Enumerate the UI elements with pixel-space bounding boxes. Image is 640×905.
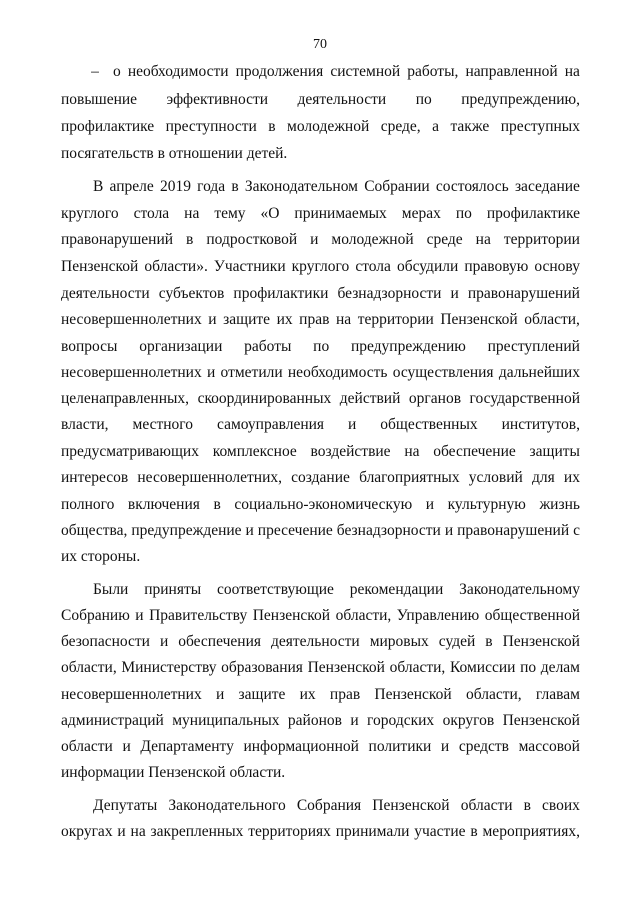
word: территории xyxy=(503,231,580,248)
word: по xyxy=(520,659,537,676)
word: работы, xyxy=(407,63,459,80)
word: судей xyxy=(438,633,476,650)
word: безнадзорности xyxy=(336,522,441,539)
word: и xyxy=(215,686,225,703)
word: области xyxy=(61,738,113,755)
word: в xyxy=(268,118,276,135)
word: и xyxy=(206,364,216,381)
word: и xyxy=(350,712,359,729)
paragraph-1-line xyxy=(61,438,580,465)
word: преступлений xyxy=(487,338,580,355)
word: Департаменту xyxy=(140,738,234,755)
word: направленной xyxy=(465,63,558,80)
word: Были xyxy=(93,581,129,598)
word: деятельности xyxy=(297,91,387,108)
word: работы xyxy=(244,338,292,355)
paragraph-1-line xyxy=(61,491,580,518)
word: защиты xyxy=(529,443,580,460)
word: предупреждению, xyxy=(461,91,580,108)
word: преступности xyxy=(165,118,257,135)
word: круглого xyxy=(61,205,119,222)
word: области, xyxy=(465,686,522,703)
word: их xyxy=(299,686,316,703)
list-bullet-dash: – xyxy=(91,63,99,80)
word: стола xyxy=(355,258,391,275)
word: продолжения xyxy=(235,63,324,80)
word: правонарушений xyxy=(61,231,174,248)
word: общественной xyxy=(484,607,580,624)
word: повышение xyxy=(61,91,138,108)
word: предусматривающих xyxy=(61,443,199,460)
word: образования xyxy=(221,659,303,676)
word: и xyxy=(245,522,254,539)
word: заседание xyxy=(514,178,580,195)
word: и xyxy=(310,231,319,248)
word: защите xyxy=(238,686,286,703)
word: Пензенской xyxy=(502,712,580,729)
paragraph-2-line xyxy=(61,628,580,655)
word: и xyxy=(117,823,126,840)
word: муниципальных xyxy=(172,712,280,729)
word: социально-экономическую xyxy=(234,496,413,513)
word: закрепленных xyxy=(150,823,244,840)
word: осуществления xyxy=(392,364,494,381)
word: Пензенской xyxy=(440,311,518,328)
word: в xyxy=(485,633,493,650)
word: главам xyxy=(535,686,580,703)
word: Пензенской xyxy=(307,659,385,676)
word: Собранию xyxy=(61,607,130,624)
word: соответствующие xyxy=(217,581,334,598)
word: о xyxy=(113,63,121,80)
word: отметили xyxy=(220,364,283,381)
word: правовую xyxy=(464,258,529,275)
word: организации xyxy=(139,338,223,355)
word: области, xyxy=(524,311,580,328)
paragraph-1-line xyxy=(61,333,580,360)
word: и xyxy=(159,633,169,650)
word: несовершеннолетних xyxy=(61,686,202,703)
bullet-line xyxy=(61,140,580,167)
paragraph-2-line xyxy=(61,654,580,681)
word: своих xyxy=(542,797,580,814)
paragraph-2-line xyxy=(61,681,580,708)
word: В xyxy=(93,178,104,195)
word: молодежной xyxy=(331,231,414,248)
word: органов xyxy=(408,390,462,407)
word: среде xyxy=(426,231,463,248)
word: Законодательному xyxy=(459,581,580,598)
word: и xyxy=(444,522,454,539)
word: по xyxy=(313,338,330,355)
paragraph-2-line xyxy=(61,733,580,760)
word: власти, xyxy=(61,416,109,433)
word: профилактике xyxy=(486,205,580,222)
word: посягательств в отношении детей. xyxy=(61,145,288,162)
word: принимаемых xyxy=(294,205,387,222)
word: Комиссии xyxy=(449,659,516,676)
word: системной xyxy=(330,63,401,80)
word: безопасности xyxy=(61,633,150,650)
word: по xyxy=(415,91,432,108)
paragraph-1-line xyxy=(61,253,580,280)
word: профилактики xyxy=(233,285,329,302)
word: пресечение xyxy=(257,522,333,539)
word: на xyxy=(475,231,491,248)
word: их xyxy=(276,311,293,328)
word: Пензенской xyxy=(374,686,452,703)
word: создание xyxy=(291,469,350,486)
word: основу xyxy=(534,258,580,275)
word: благоприятных xyxy=(359,469,460,486)
word: эффективности xyxy=(166,91,269,108)
word: районов xyxy=(287,712,342,729)
paragraph-2-line xyxy=(61,602,580,629)
word: предупреждение xyxy=(131,522,242,539)
word: в xyxy=(470,823,478,840)
word: обеспечение xyxy=(433,443,516,460)
word: полного xyxy=(61,496,115,513)
page-number: 70 xyxy=(313,37,327,52)
word: с xyxy=(573,522,580,539)
word: Министерству xyxy=(121,659,217,676)
word: мероприятиях, xyxy=(482,823,580,840)
word: их стороны. xyxy=(61,548,141,565)
word: условий xyxy=(468,469,523,486)
word: приняты xyxy=(144,581,202,598)
word: целенаправленных, xyxy=(61,390,190,407)
word: среде, xyxy=(380,118,421,135)
word: Участники xyxy=(213,258,286,275)
word: делам xyxy=(540,659,580,676)
word: круглого xyxy=(291,258,350,275)
word: года xyxy=(197,178,226,195)
paragraph-1-line xyxy=(61,464,580,491)
paragraph-1-line xyxy=(61,385,580,412)
word: защите xyxy=(223,311,271,328)
word: в xyxy=(186,231,194,248)
word: деятельности xyxy=(61,285,150,302)
word: Пензенской xyxy=(252,607,331,624)
word: по xyxy=(455,205,472,222)
word: на xyxy=(564,63,580,80)
word: правонарушений xyxy=(457,522,570,539)
word: и xyxy=(122,738,131,755)
word: на xyxy=(404,443,420,460)
word: их xyxy=(563,469,580,486)
word: жизнь xyxy=(539,496,580,513)
word: Пензенской xyxy=(372,797,450,814)
word: дальнейших xyxy=(498,364,580,381)
paragraph-1-line xyxy=(61,359,580,386)
word: политики xyxy=(368,738,432,755)
word: области xyxy=(460,797,513,814)
word: и xyxy=(440,738,450,755)
word: интересов xyxy=(61,469,129,486)
paragraph-3-line xyxy=(61,818,580,845)
word: местного xyxy=(132,416,194,433)
word: правонарушений xyxy=(467,285,580,302)
word: мерах xyxy=(401,205,441,222)
word: Депутаты xyxy=(93,797,158,814)
word: деятельности xyxy=(270,633,360,650)
word: и xyxy=(450,285,459,302)
word: преступных xyxy=(500,118,580,135)
word: территориях xyxy=(248,823,331,840)
word: и xyxy=(348,416,357,433)
word: Правительству xyxy=(149,607,248,624)
word: Пензенской xyxy=(61,258,139,275)
word: в xyxy=(213,496,221,513)
word: округах xyxy=(61,823,113,840)
word: Управлению xyxy=(396,607,480,624)
word: области, xyxy=(61,659,117,676)
word: несовершеннолетних xyxy=(61,311,202,328)
word: апреле xyxy=(109,178,154,195)
word: средств xyxy=(458,738,509,755)
word: вопросы xyxy=(61,338,118,355)
word: обсудили xyxy=(396,258,459,275)
bullet-line xyxy=(113,58,580,85)
word: и xyxy=(208,311,217,328)
word: для xyxy=(531,469,555,486)
word: общественных xyxy=(380,416,478,433)
word: принимали xyxy=(335,823,410,840)
word: общества, xyxy=(61,522,128,539)
word: скоординированных xyxy=(197,390,332,407)
word: молодежной xyxy=(287,118,370,135)
word: необходимость xyxy=(287,364,388,381)
word: администраций xyxy=(61,712,164,729)
paragraph-1-line xyxy=(61,543,580,570)
word: массовой xyxy=(518,738,580,755)
word: мировых xyxy=(369,633,429,650)
word: городских xyxy=(367,712,435,729)
word: включения xyxy=(127,496,200,513)
word: необходимости xyxy=(127,63,229,80)
word: стола xyxy=(133,205,170,222)
word: территории xyxy=(357,311,434,328)
paragraph-2-line xyxy=(61,707,580,734)
paragraph-1-line xyxy=(93,173,580,200)
word: обеспечения xyxy=(178,633,261,650)
word: государственной xyxy=(469,390,580,407)
word: прав xyxy=(329,686,361,703)
paragraph-3-line xyxy=(93,792,580,819)
word: подростковой xyxy=(206,231,298,248)
word: в xyxy=(523,797,531,814)
word: субъектов xyxy=(158,285,225,302)
word: и xyxy=(135,607,144,624)
bullet-line xyxy=(61,113,580,140)
word: на xyxy=(184,205,200,222)
bullet-line xyxy=(61,86,580,113)
word: Законодательного xyxy=(168,797,286,814)
word: на xyxy=(335,311,352,328)
word: в xyxy=(231,178,239,195)
word: комплексное xyxy=(212,443,297,460)
word: информационной xyxy=(243,738,359,755)
word: воздействие xyxy=(310,443,391,460)
word: информации Пензенской области. xyxy=(61,764,286,781)
paragraph-1-line xyxy=(61,280,580,307)
word: состоялось xyxy=(435,178,509,195)
word: культурную xyxy=(447,496,526,513)
word: тему xyxy=(214,205,246,222)
word: институтов, xyxy=(501,416,580,433)
paragraph-1-line xyxy=(61,517,580,544)
word: «О xyxy=(260,205,280,222)
paragraph-1-line xyxy=(61,411,580,438)
word: области, xyxy=(389,659,446,676)
word: самоуправления xyxy=(217,416,325,433)
paragraph-2-line xyxy=(61,759,580,786)
word: Собрания xyxy=(296,797,362,814)
paragraph-1-line xyxy=(61,226,580,253)
word: несовершеннолетних xyxy=(61,364,202,381)
word: также xyxy=(450,118,490,135)
word: а xyxy=(432,118,440,135)
word: 2019 xyxy=(159,178,191,195)
paragraph-2-line xyxy=(93,576,580,603)
word: Законодательном xyxy=(244,178,358,195)
word: и xyxy=(425,496,435,513)
word: участие xyxy=(414,823,466,840)
word: области». xyxy=(144,258,208,275)
word: прав xyxy=(299,311,330,328)
word: рекомендации xyxy=(349,581,444,598)
word: округов xyxy=(442,712,495,729)
word: области, xyxy=(335,607,392,624)
paragraph-1-line xyxy=(61,306,580,333)
word: Пензенской xyxy=(502,633,580,650)
paragraph-1-line xyxy=(61,200,580,227)
word: несовершеннолетних, xyxy=(137,469,282,486)
word: безнадзорности xyxy=(337,285,442,302)
word: действий xyxy=(339,390,401,407)
word: предупреждению xyxy=(350,338,466,355)
word: профилактике xyxy=(61,118,155,135)
word: Собрании xyxy=(364,178,430,195)
word: на xyxy=(130,823,146,840)
